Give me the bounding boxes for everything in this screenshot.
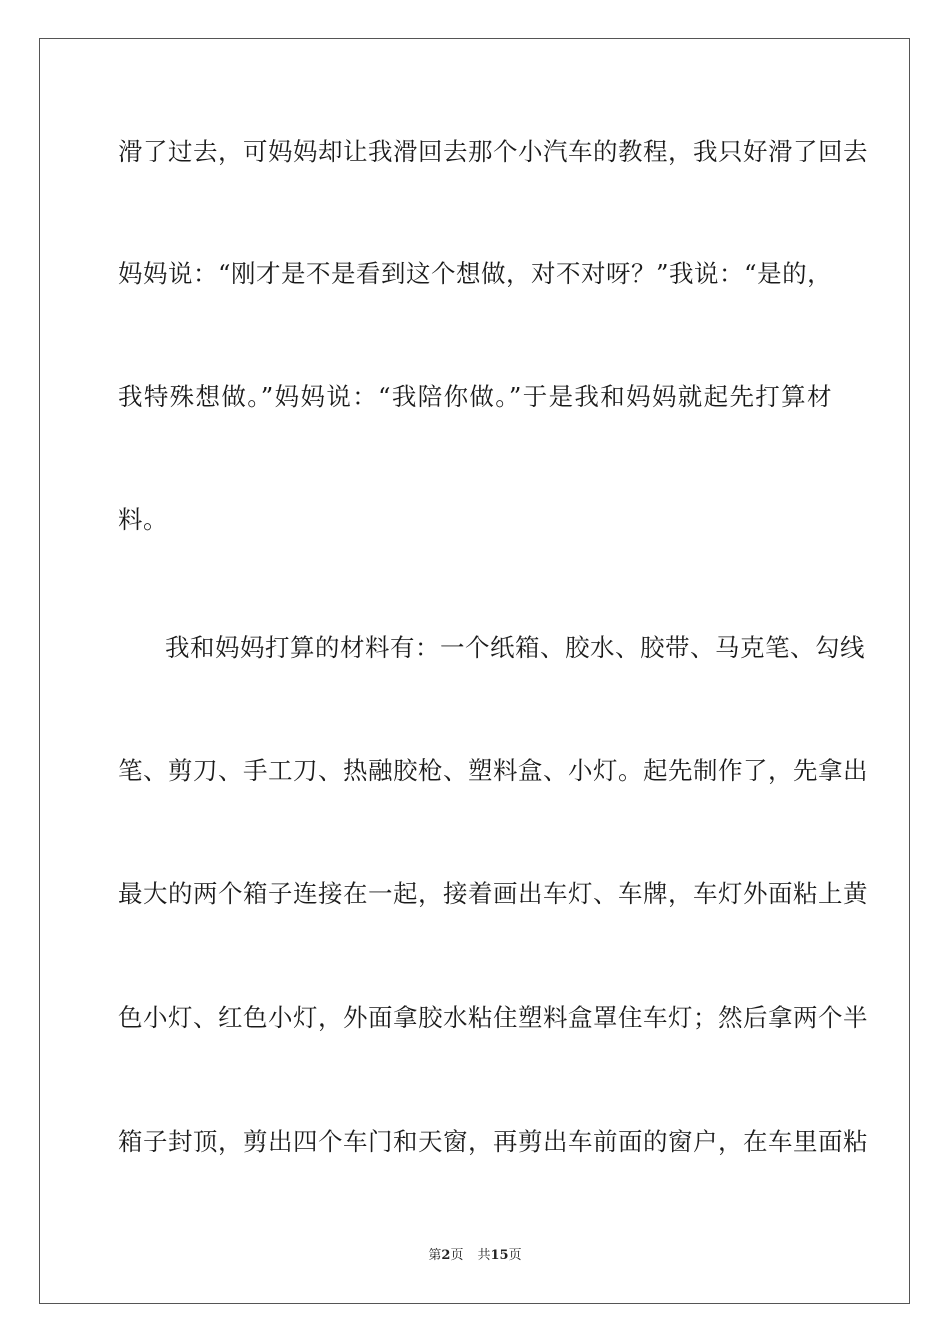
page-suffix: 页 [450, 1248, 464, 1263]
total-prefix: 共 [477, 1248, 491, 1263]
text-line-5: 我和妈妈打算的材料有：一个纸箱、胶水、胶带、马克笔、勾线 [165, 633, 865, 662]
page-border [39, 38, 910, 1304]
page-current-number: 2 [441, 1248, 451, 1263]
page-footer [0, 1247, 950, 1265]
text-line-9: 箱子封顶，剪出四个车门和天窗，再剪出车前面的窗户，在车里面粘 [118, 1127, 868, 1156]
text-line-2: 妈妈说：“刚才是不是看到这个想做，对不对呀？”我说：“是的， [118, 259, 833, 288]
text-line-7: 最大的两个箱子连接在一起，接着画出车灯、车牌，车灯外面粘上黄 [118, 879, 868, 908]
text-line-8: 色小灯、红色小灯，外面拿胶水粘住塑料盒罩住车灯；然后拿两个半 [118, 1003, 868, 1032]
text-line-4: 料。 [118, 505, 168, 534]
total-suffix: 页 [508, 1248, 522, 1263]
text-line-1: 滑了过去，可妈妈却让我滑回去那个小汽车的教程，我只好滑了回去 [118, 137, 868, 166]
page-prefix: 第 [428, 1248, 442, 1263]
text-line-3: 我特殊想做。”妈妈说：“我陪你做。”于是我和妈妈就起先打算材 [118, 382, 832, 411]
page-total-number: 15 [490, 1248, 509, 1263]
text-line-6: 笔、剪刀、手工刀、热融胶枪、塑料盒、小灯。起先制作了，先拿出 [118, 756, 868, 785]
